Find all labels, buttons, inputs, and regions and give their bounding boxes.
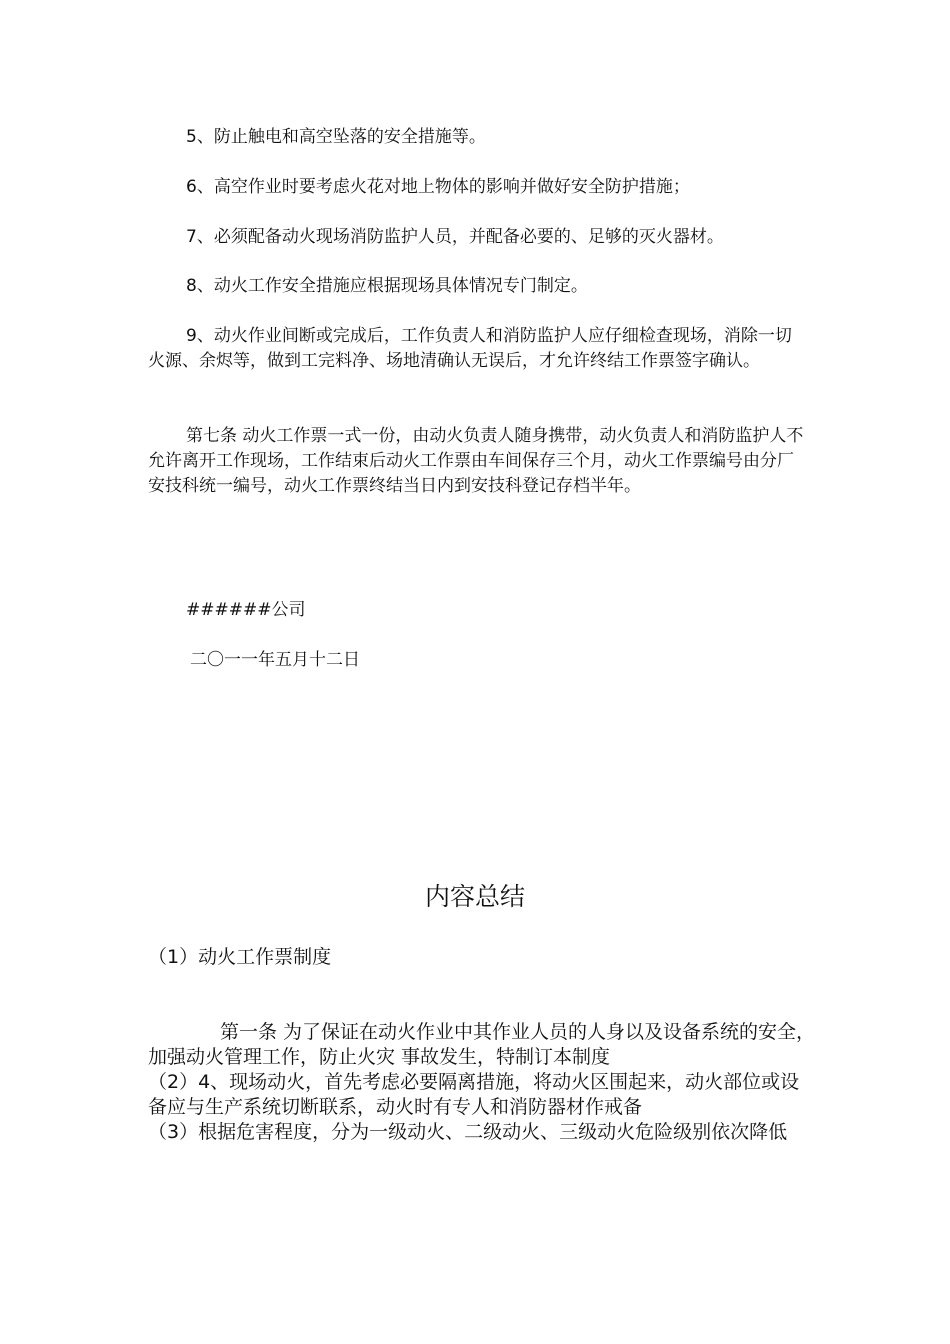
summary-section-1: （1）动火工作票制度 — [148, 946, 332, 968]
summary-body — [148, 1020, 818, 1145]
article-7-paragraph: 第七条 动火工作票一式一份，由动火负责人随身携带，动火负责人和消防监护人不允许离开工作现场，工作结束后动火工作票由车间保存三个月，动火工作票编号由分厂安技科统一编号，动火工作票终结当日内到安技科登记存档半年。 — [148, 426, 804, 496]
company-signature: ######公司 — [186, 600, 306, 620]
list-item-8: 8、动火工作安全措施应根据现场具体情况专门制定。 — [186, 276, 588, 296]
list-item-6: 6、高空作业时要考虑火花对地上物体的影响并做好安全防护措施； — [186, 177, 690, 197]
summary-title: 内容总结 — [424, 882, 525, 911]
summary-section-2: （2）4、现场动火，首先考虑必要隔离措施，将动火区围起来，动火部位或设备应与生产系统切断联系，动火时有专人和消防器材作戒备 — [148, 1071, 800, 1118]
summary-article-1: 第一条 为了保证在动火作业中其作业人员的人身以及设备系统的安全，加强动火管理工作，防止火灾 事故发生，特制订本制度 — [148, 1021, 816, 1068]
list-item-7: 7、必须配备动火现场消防监护人员，并配备必要的、足够的灭火器材。 — [186, 227, 724, 247]
document-date: 二〇一一年五月十二日 — [190, 650, 360, 670]
list-item-9: 9、动火作业间断或完成后，工作负责人和消防监护人应仔细检查现场，消除一切火源、余烬等，做到工完料净、场地清确认无误后，才允许终结工作票签字确认。 — [148, 326, 792, 371]
summary-section-3: （3）根据危害程度，分为一级动火、二级动火、三级动火危险级别依次降低 — [148, 1121, 788, 1143]
list-item-5: 5、防止触电和高空坠落的安全措施等。 — [186, 127, 486, 147]
